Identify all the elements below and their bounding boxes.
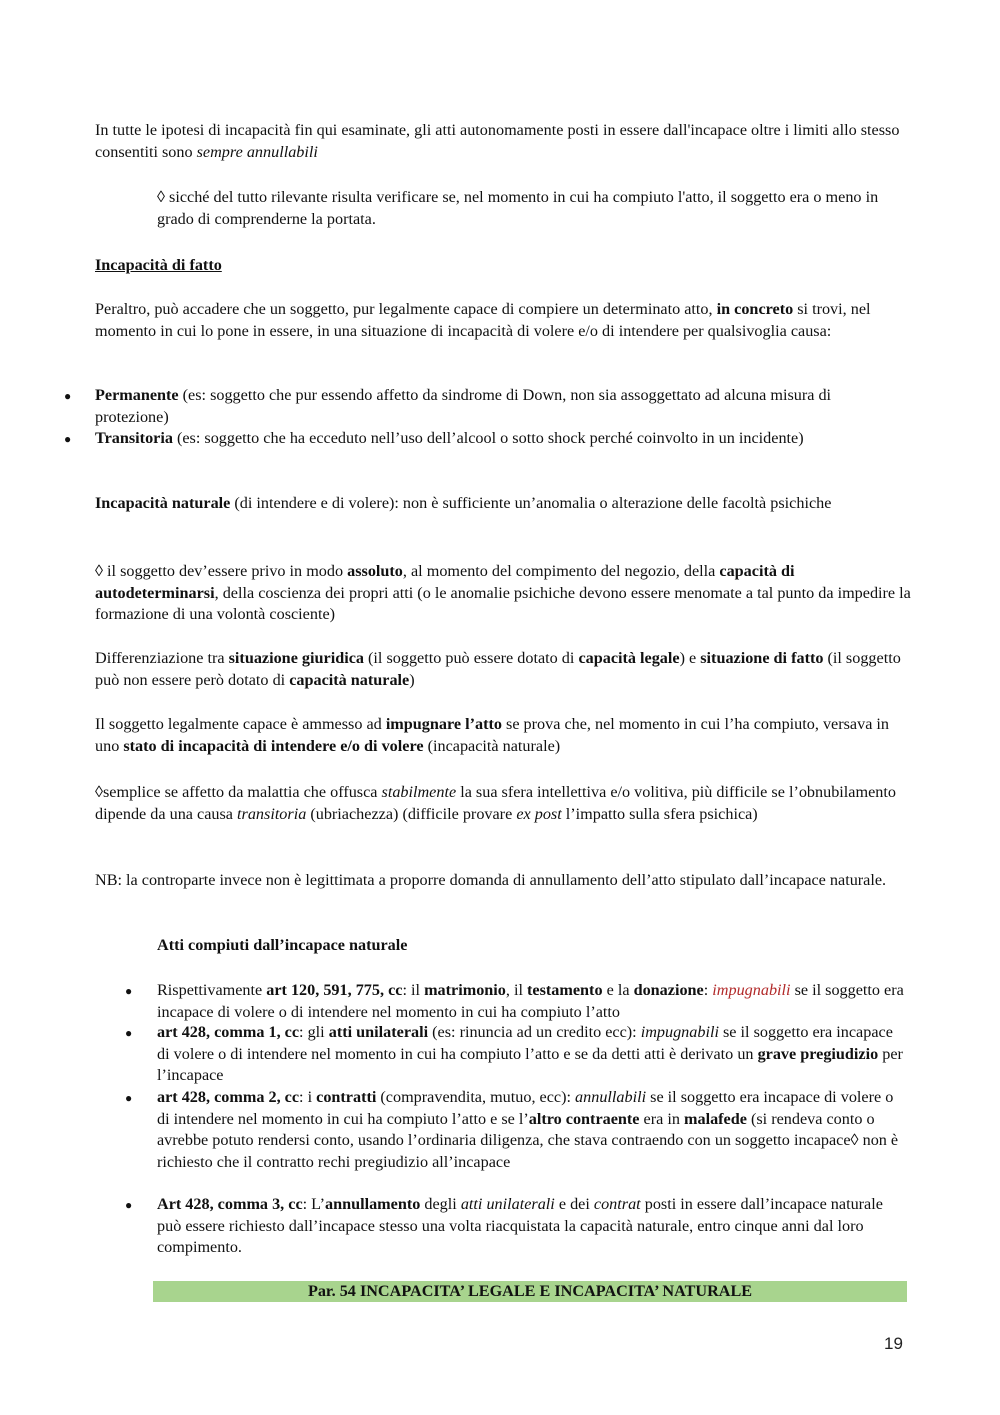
- bullet-icon: ●: [125, 1091, 133, 1105]
- paragraph-incapacita-naturale: Incapacità naturale (di intendere e di volere): non è sufficiente un’anomalia o alterazione delle facoltà psichiche: [95, 494, 832, 512]
- page-number: 19: [884, 1334, 903, 1353]
- paragraph-semplice: ◊semplice se affetto da malattia che offusca stabilmente la sua sfera intellettiva e/o volitiva, più difficile se l’obnubilamento dipende da una causa transitoria (ubriachezza) (difficile provare ex post l’impatto sulla sfera psichica): [95, 783, 896, 823]
- section-banner: Par. 54 INCAPACITA’ LEGALE E INCAPACITA’ NATURALE: [153, 1281, 907, 1302]
- paragraph-peraltro: Peraltro, può accadere che un soggetto, pur legalmente capace di compiere un determinato atto, in concreto si trovi, nel momento in cui lo pone in essere, in una situazione di incapacità di volere e/o di intendere per qualsivoglia causa:: [95, 300, 871, 340]
- bullet-icon: ●: [125, 1026, 133, 1040]
- paragraph-impugnare: Il soggetto legalmente capace è ammesso ad impugnare l’atto se prova che, nel momento in cui l’ha compiuto, versava in uno stato di incapacità di intendere e/o di volere (incapacità naturale): [95, 715, 890, 755]
- bullet-icon: ●: [125, 1198, 133, 1212]
- section-heading: Incapacità di fatto: [95, 256, 222, 274]
- sub-heading: Atti compiuti dall’incapace naturale: [157, 936, 408, 954]
- paragraph-differenziazione: Differenziazione tra situazione giuridica (il soggetto può essere dotato di capacità legale) e situazione di fatto (il soggetto può non essere però dotato di capacità naturale): [95, 649, 901, 689]
- bullet-icon: ●: [64, 389, 72, 403]
- list-item-transitoria: Transitoria (es: soggetto che ha ecceduto nell’uso dell’alcool o sotto shock perché coinvolto in un incidente): [95, 429, 804, 447]
- intro-note: ◊ sicché del tutto rilevante risulta verificare se, nel momento in cui ha compiuto l'atto, il soggetto era o meno in grado di comprenderne la portata.: [157, 188, 879, 228]
- list-item-permanente: Permanente (es: soggetto che pur essendo affetto da sindrome di Down, non sia assoggettato ad alcuna misura di protezione): [95, 386, 832, 426]
- bullet-icon: ●: [64, 432, 72, 446]
- list-item-art-428-3: Art 428, comma 3, cc: L’annullamento degli atti unilaterali e dei contrat posti in essere dall’incapace naturale può essere richiesto dall’incapace stesso una volta riacquistata la capacità naturale, entro cinque anni dal loro compimento.: [157, 1195, 883, 1257]
- list-item-art-428-1: art 428, comma 1, cc: gli atti unilaterali (es: rinuncia ad un credito ecc): impugnabili se il soggetto era incapace di volere o di intendere nel momento in cui ha compiuto l’atto e se da detti atti è derivato un grave pregiudizio per l’incapace: [157, 1023, 903, 1085]
- paragraph-privo: ◊ il soggetto dev’essere privo in modo assoluto, al momento del compimento del negozio, della capacità di autodeterminarsi, della coscienza dei propri atti (o le anomalie psichiche devono essere menomate a tal punto da impedire la formazione di una volontà cosciente): [95, 562, 911, 624]
- intro-emphasis: sempre annullabili: [196, 142, 318, 161]
- list-item-art-120: Rispettivamente art 120, 591, 775, cc: il matrimonio, il testamento e la donazione: impugnabili se il soggetto era incapace di volere o di intendere nel momento in cui ha compiuto l’atto: [157, 981, 904, 1021]
- paragraph-nb: NB: la controparte invece non è legittimata a proporre domanda di annullamento dell’atto stipulato dall’incapace naturale.: [95, 871, 887, 889]
- list-item-art-428-2: art 428, comma 2, cc: i contratti (compravendita, mutuo, ecc): annullabili se il soggetto era incapace di volere o di intendere nel momento in cui ha compiuto l’atto e se l’altro contraente era in malafede (si rendeva conto o avrebbe potuto rendersi conto, usando l’ordinaria diligenza, che stava contraendo con un soggetto incapace◊ non è richiesto che il contratto rechi pregiudizio all’incapace: [157, 1088, 899, 1171]
- bullet-icon: ●: [125, 984, 133, 998]
- intro-paragraph: In tutte le ipotesi di incapacità fin qui esaminate, gli atti autonomamente posti in essere dall'incapace oltre i limiti allo stesso consentiti sono sempre annullabili: [95, 121, 900, 161]
